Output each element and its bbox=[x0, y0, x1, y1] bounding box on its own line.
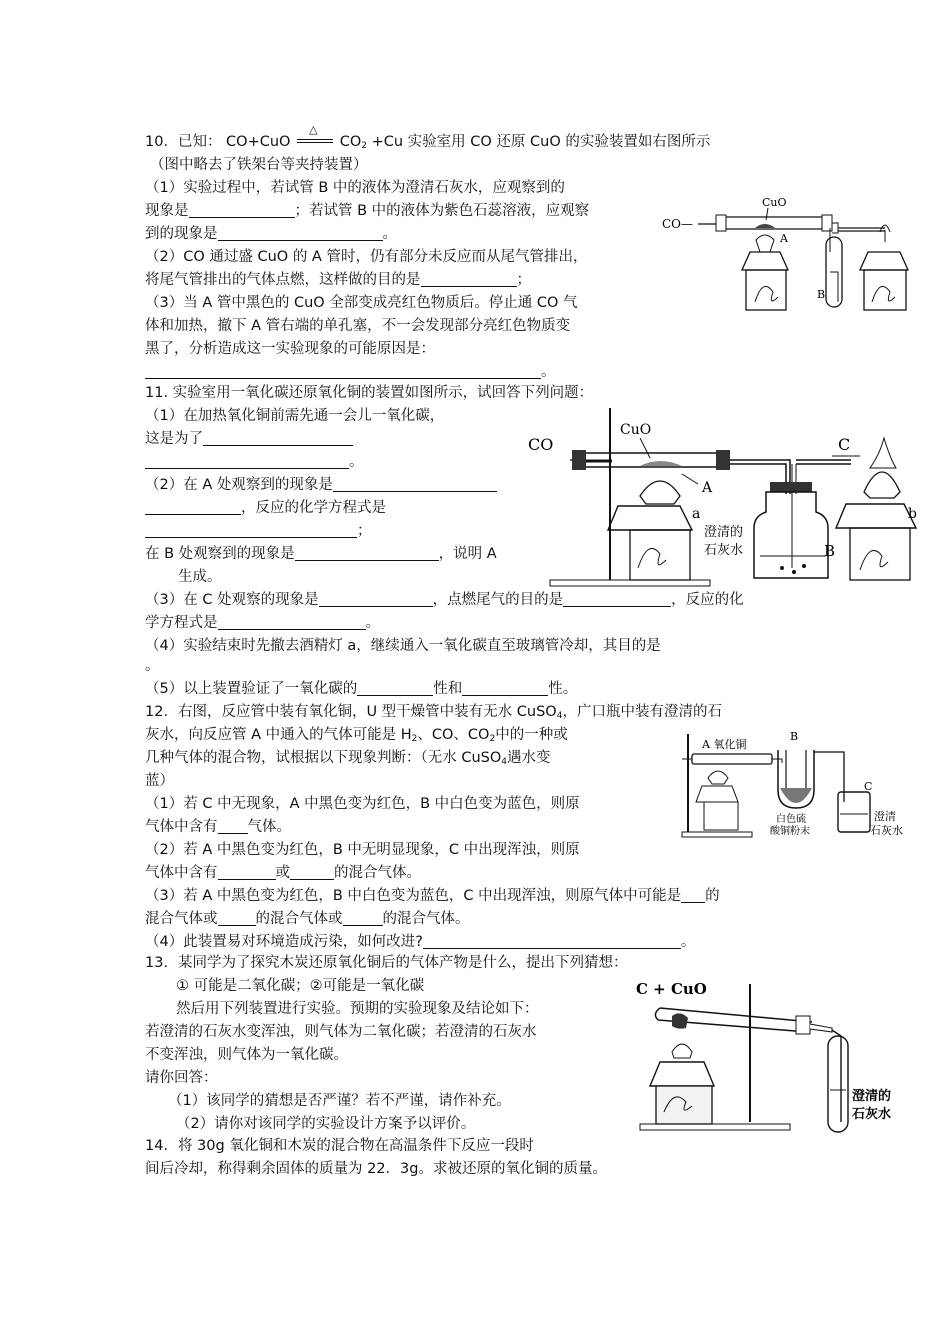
q12-line-1: 12．右图，反应管中装有氧化铜，U 型干燥管中装有无水 CuSO$_4$，广口瓶中装有澄清的石 bbox=[145, 704, 722, 721]
svg-text:a: a bbox=[692, 506, 701, 522]
svg-text:澄清的: 澄清的 bbox=[852, 1089, 892, 1104]
q11-line-8: 在 B 处观察到的现象是 ，说明 A bbox=[145, 546, 497, 562]
q12-line-2: 灰水，向反应管 A 中通入的气体可能是 $H_2$、CO、$CO_2$中的一种或 bbox=[145, 727, 568, 744]
svg-text:CO: CO bbox=[528, 435, 554, 454]
svg-text:澄清: 澄清 bbox=[874, 810, 896, 823]
q14-line-1: 14．将 30g 氧化铜和木炭的混合物在高温条件下反应一段时 bbox=[145, 1138, 534, 1154]
q11-line-3: 这是为了 bbox=[145, 429, 353, 449]
q13-apparatus-figure bbox=[636, 972, 916, 1138]
q13-line-7: （1）该同学的猜想是否严谨？若不严谨，请作补充。 bbox=[168, 1093, 511, 1109]
q11-line-9: 生成。 bbox=[178, 569, 222, 585]
q11-apparatus-figure bbox=[520, 408, 920, 588]
q14-line-2: 间后冷却，称得剩余固体的质量为 22．3g。求被还原的氧化铜的质量。 bbox=[145, 1161, 607, 1177]
svg-text:B: B bbox=[824, 542, 836, 560]
q10-line-11: 。 bbox=[145, 362, 556, 382]
q13-line-8: （2）请你对该同学的实验设计方案予以评价。 bbox=[176, 1116, 476, 1132]
q13-line-5: 不变浑浊，则气体为一氧化碳。 bbox=[145, 1047, 348, 1063]
svg-text:B: B bbox=[790, 730, 799, 743]
q10-line-7: 将尾气管排出的气体点燃，这样做的目的是 ； bbox=[145, 272, 531, 288]
q11-line-6: ，反应的化学方程式是 bbox=[145, 498, 386, 518]
q12-line-5: （1）若 C 中无现象，A 中黑色变为红色，B 中白色变为蓝色，则原 bbox=[145, 796, 580, 812]
q12-line-4: 蓝） bbox=[145, 773, 174, 789]
svg-text:CuO: CuO bbox=[620, 422, 652, 438]
svg-text:C: C bbox=[864, 780, 873, 793]
q11-line-10: （3）在 C 处观察的现象是 ，点燃尾气的目的是 ，反应的化 bbox=[145, 592, 744, 608]
q12-apparatus-figure bbox=[678, 728, 918, 840]
q10-line-5: 到的现象是 。 bbox=[145, 226, 397, 242]
q12-line-3: 几种气体的混合物，试根据以下现象判断：（无水 CuSO$_4$遇水变 bbox=[145, 750, 551, 767]
q13-line-6: 请你回答： bbox=[145, 1070, 218, 1086]
svg-text:A: A bbox=[702, 480, 713, 496]
svg-text:A: A bbox=[780, 232, 788, 245]
q12-line-8: 气体中含有 或 的混合气体。 bbox=[145, 865, 421, 881]
q10-line-6: （2）CO 通过盛 CuO 的 A 管时，仍有部分未反应而从尾气管排出， bbox=[145, 249, 588, 265]
svg-text:白色硫: 白色硫 bbox=[776, 814, 806, 825]
q11-line-14: （5）以上装置验证了一氧化碳的 性和 性。 bbox=[145, 681, 578, 697]
svg-text:C: C bbox=[838, 435, 851, 454]
q12-line-6: 气体中含有 气体。 bbox=[145, 819, 291, 835]
q11-line-7: ； bbox=[145, 521, 372, 541]
q11-line-11: 学方程式是 。 bbox=[145, 615, 380, 631]
heat-symbol: △ bbox=[309, 123, 318, 136]
q10-line-4: 现象是 ；若试管 B 中的液体为紫色石蕊溶液，应观察 bbox=[145, 203, 590, 219]
q11-line-4: 。 bbox=[145, 452, 364, 472]
svg-text:C + CuO: C + CuO bbox=[636, 980, 707, 998]
svg-text:酸铜粉末: 酸铜粉末 bbox=[770, 826, 810, 837]
svg-text:b: b bbox=[908, 506, 917, 522]
q11-line-12: （4）实验结束时先撤去酒精灯 a，继续通入一氧化碳直至玻璃管冷却，其目的是 bbox=[145, 638, 661, 654]
q12-line-7: （2）若 A 中黑色变为红色，B 中无明显现象，C 中出现浑浊，则原 bbox=[145, 842, 580, 858]
q13-line-2: ① 可能是二氧化碳；②可能是一氧化碳 bbox=[176, 978, 425, 994]
svg-text:CuO: CuO bbox=[762, 196, 787, 209]
q10-line-9: 体和加热，撤下 A 管右端的单孔塞，不一会发现部分亮红色物质变 bbox=[145, 318, 571, 334]
q13-line-3: 然后用下列装置进行实验。预期的实验现象及结论如下： bbox=[176, 1001, 539, 1017]
q12-line-9: （3）若 A 中黑色变为红色，B 中白色变为蓝色，C 中出现浑浊，则原气体中可能是 的 bbox=[145, 888, 720, 904]
svg-text:B: B bbox=[817, 288, 826, 301]
svg-text:石灰水: 石灰水 bbox=[870, 824, 903, 837]
q11-line-5: （2）在 A 处观察到的现象是 bbox=[145, 475, 497, 495]
q10-apparatus-figure bbox=[660, 192, 920, 317]
q10-fig-co-label: CO— bbox=[662, 217, 694, 231]
q11-line-1: 11. 实验室用一氧化碳还原氧化铜的装置如图所示，试回答下列问题： bbox=[145, 385, 594, 401]
svg-text:石灰水: 石灰水 bbox=[704, 543, 744, 558]
q10-line-2: （图中略去了铁架台等夹持装置） bbox=[150, 157, 368, 173]
q12-line-11: （4）此装置易对环境造成污染，如何改进? 。 bbox=[145, 934, 696, 950]
q10-line-8: （3）当 A 管中黑色的 CuO 全部变成亮红色物质后。停止通 CO 气 bbox=[145, 295, 578, 311]
q13-line-1: 13．某同学为了探究木炭还原氧化铜后的气体产物是什么，提出下列猜想： bbox=[145, 955, 628, 971]
svg-text:A 氧化铜: A 氧化铜 bbox=[702, 738, 747, 751]
q13-line-4: 若澄清的石灰水变浑浊，则气体为二氧化碳；若澄清的石灰水 bbox=[145, 1024, 537, 1040]
q10-line-3: （1）实验过程中，若试管 B 中的液体为澄清石灰水，应观察到的 bbox=[145, 180, 565, 196]
q11-line-13: 。 bbox=[145, 658, 160, 674]
svg-text:澄清的: 澄清的 bbox=[704, 525, 744, 540]
q10-line-10: 黑了，分析造成这一实验现象的可能原因是： bbox=[145, 341, 435, 357]
q12-line-10: 混合气体或 的混合气体或 的混合气体。 bbox=[145, 911, 470, 927]
q10-line-1: 10．已知： CO+CuO △ $CO_2 +Cu$ 实验室用 CO 还原 CuO 的实验装置如右图所示 bbox=[145, 132, 710, 156]
q11-line-2: （1）在加热氧化铜前需先通一会儿一氧化碳， bbox=[145, 408, 445, 424]
svg-text:石灰水: 石灰水 bbox=[852, 1107, 892, 1122]
